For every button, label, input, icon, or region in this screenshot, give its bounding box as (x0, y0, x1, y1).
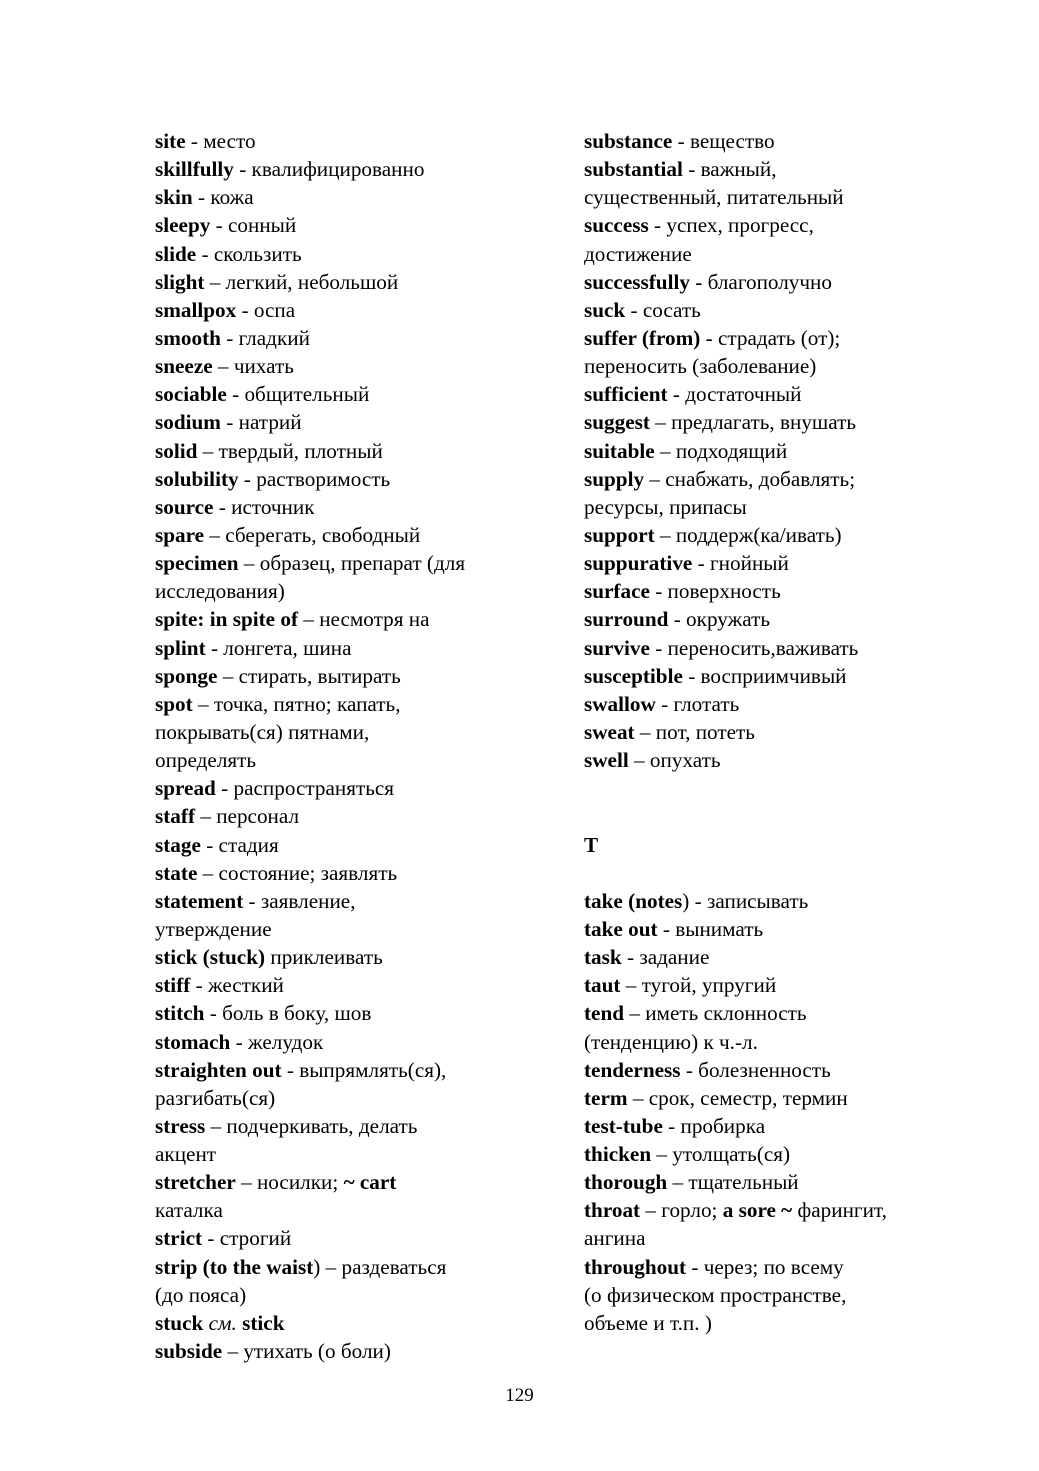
definition-text: ресурсы, припасы (584, 494, 747, 519)
definition-text: - лонгета, шина (205, 635, 352, 660)
dictionary-line (155, 859, 545, 887)
dictionary-line (155, 746, 545, 774)
dictionary-line (584, 1253, 964, 1281)
definition-text: - стадия (200, 832, 279, 857)
definition-text: - достаточный (667, 382, 802, 407)
dictionary-line (155, 831, 545, 859)
headword: T (584, 832, 599, 857)
definition-text: - гнойный (692, 551, 789, 576)
dictionary-line (155, 437, 545, 465)
definition-text: исследования) (155, 579, 285, 604)
headword: swallow (584, 691, 656, 716)
dictionary-line (155, 662, 545, 690)
definition-text: - распространяться (215, 776, 395, 801)
definition-text: - строгий (202, 1226, 292, 1251)
blank-line (584, 774, 964, 802)
definition-text: - натрий (220, 410, 302, 435)
dictionary-line (155, 1281, 545, 1309)
dictionary-line (584, 662, 964, 690)
headword: slight (155, 269, 205, 294)
dictionary-line (584, 718, 964, 746)
definition-text: - через; по всему (686, 1254, 844, 1279)
definition-text: – тугой, упругий (620, 973, 777, 998)
headword: stretcher (155, 1170, 236, 1195)
definition-text: - сосать (625, 297, 701, 322)
headword: stiff (155, 973, 191, 998)
definition-text: - квалифицированно (233, 157, 425, 182)
headword: suck (584, 297, 626, 322)
dictionary-line (155, 887, 545, 915)
headword: suppurative (584, 551, 693, 576)
dictionary-line (584, 380, 964, 408)
definition-text: - переносить,важивать (649, 635, 859, 660)
headword: strip (to the waist (155, 1254, 314, 1279)
headword: sufficient (584, 382, 668, 407)
dictionary-line (584, 549, 964, 577)
headword: sleepy (155, 213, 211, 238)
dictionary-line (155, 1056, 545, 1084)
headword: successfully (584, 269, 690, 294)
dictionary-line (155, 999, 545, 1027)
dictionary-line (155, 718, 545, 746)
headword: substance (584, 129, 673, 153)
headword: stress (155, 1113, 206, 1138)
dictionary-line (584, 155, 964, 183)
headword: throughout (584, 1254, 687, 1279)
definition-text: – состояние; заявлять (197, 860, 398, 885)
dictionary-line (155, 268, 545, 296)
dictionary-line (155, 634, 545, 662)
dictionary-line (155, 493, 545, 521)
dictionary-line (155, 802, 545, 830)
headword: sociable (155, 382, 227, 407)
definition-text: - кожа (192, 185, 254, 210)
definition-text: - поверхность (649, 579, 781, 604)
dictionary-line (584, 1140, 964, 1168)
definition-text: - гладкий (220, 325, 310, 350)
definition-text: (о физическом пространстве, (584, 1282, 847, 1307)
dictionary-line (155, 183, 545, 211)
dictionary-line (155, 943, 545, 971)
dictionary-line (584, 746, 964, 774)
definition-text: – утолщать(ся) (651, 1142, 791, 1167)
definition-text: – носилки; (235, 1170, 344, 1195)
definition-text: - желудок (230, 1029, 324, 1054)
headword: ~ cart (343, 1170, 397, 1195)
dictionary-line (155, 1309, 545, 1337)
headword: take (notes (584, 888, 683, 913)
dictionary-line (584, 465, 964, 493)
definition-text: - источник (213, 494, 315, 519)
headword: spite: in spite of (155, 607, 299, 632)
definition-text: - общительный (226, 382, 370, 407)
headword: sweat (584, 719, 635, 744)
dictionary-line (584, 352, 964, 380)
dictionary-line (155, 1337, 545, 1365)
dictionary-line (584, 1309, 964, 1337)
headword: specimen (155, 551, 239, 576)
definition-text: – точка, пятно; капать, (192, 691, 401, 716)
headword: source (155, 494, 214, 519)
definition-text: – несмотря на (298, 607, 430, 632)
dictionary-line (155, 127, 545, 155)
definition-text: - глотать (655, 691, 740, 716)
dictionary-line (584, 268, 964, 296)
dictionary-line (584, 971, 964, 999)
dictionary-line (584, 240, 964, 268)
definition-text: – пот, потеть (634, 719, 755, 744)
headword: state (155, 860, 198, 885)
headword: task (584, 945, 622, 970)
headword: solubility (155, 466, 239, 491)
headword: stomach (155, 1029, 231, 1054)
definition-text: фарингит, (792, 1198, 887, 1223)
definition-text: объеме и т.п. ) (584, 1310, 712, 1335)
dictionary-line (584, 324, 964, 352)
definition-text: - растворимость (238, 466, 391, 491)
definition-text: – снабжать, добавлять; (644, 466, 856, 491)
headword: sodium (155, 410, 221, 435)
dictionary-line (584, 1168, 964, 1196)
dictionary-line (584, 577, 964, 605)
reference-note: см. (208, 1310, 237, 1335)
definition-text: - окружать (668, 607, 770, 632)
definition-text: покрывать(ся) пятнами, (155, 719, 370, 744)
dictionary-line (584, 1196, 964, 1224)
headword: slide (155, 241, 197, 266)
headword: tenderness (584, 1057, 681, 1082)
definition-text: – стирать, вытирать (217, 663, 401, 688)
definition-text: – персонал (195, 804, 300, 829)
dictionary-line (584, 521, 964, 549)
definition-text: ) – раздеваться (313, 1254, 447, 1279)
definition-text: – утихать (о боли) (222, 1339, 391, 1364)
definition-text: - вещество (672, 129, 775, 153)
headword: surround (584, 607, 669, 632)
definition-text: – предлагать, внушать (649, 410, 857, 435)
definition-text: каталка (155, 1198, 223, 1223)
dictionary-line (155, 1196, 545, 1224)
headword: susceptible (584, 663, 683, 688)
headword: smallpox (155, 297, 237, 322)
headword: thicken (584, 1142, 652, 1167)
headword: throat (584, 1198, 641, 1223)
definition-text: (тенденцию) к ч.-л. (584, 1029, 758, 1054)
dictionary-line (155, 211, 545, 239)
headword: sponge (155, 663, 218, 688)
dictionary-line (155, 296, 545, 324)
definition-text: – срок, семестр, термин (627, 1085, 848, 1110)
headword: surface (584, 579, 650, 604)
definition-text: – подчеркивать, делать (205, 1113, 418, 1138)
headword: solid (155, 438, 198, 463)
definition-text: – опухать (628, 748, 721, 773)
dictionary-line (155, 1112, 545, 1140)
dictionary-line (155, 1224, 545, 1252)
page-number: 129 (505, 1385, 534, 1406)
definition-text: - место (185, 129, 256, 153)
definition-text: ангина (584, 1226, 646, 1251)
definition-text: акцент (155, 1142, 217, 1167)
dictionary-line (584, 127, 964, 155)
definition-text: - важный, (682, 157, 777, 182)
dictionary-line (155, 352, 545, 380)
blank-line (584, 859, 964, 887)
headword: tend (584, 1001, 625, 1026)
definition-text: достижение (584, 241, 692, 266)
dictionary-line (155, 1084, 545, 1112)
definition-text: – иметь склонность (624, 1001, 807, 1026)
definition-text: - вынимать (657, 916, 764, 941)
headword: support (584, 522, 655, 547)
left-column (155, 127, 545, 1365)
headword: suggest (584, 410, 650, 435)
dictionary-line (155, 1168, 545, 1196)
definition-text: – поддерж(ка/ивать) (654, 522, 842, 547)
headword: skillfully (155, 157, 234, 182)
dictionary-line (584, 634, 964, 662)
headword: stage (155, 832, 201, 857)
headword: supply (584, 466, 645, 491)
dictionary-line (155, 549, 545, 577)
dictionary-line (155, 605, 545, 633)
headword: suitable (584, 438, 655, 463)
definition-text: – подходящий (654, 438, 788, 463)
dictionary-line (155, 1140, 545, 1168)
headword: test-tube (584, 1113, 663, 1138)
definition-text: ) - записывать (682, 888, 809, 913)
definition-text: - боль в боку, шов (204, 1001, 372, 1026)
definition-text: переносить (заболевание) (584, 354, 817, 379)
headword: site (155, 129, 186, 153)
dictionary-line (155, 1253, 545, 1281)
headword: success (584, 213, 649, 238)
headword: straighten out (155, 1057, 282, 1082)
headword: swell (584, 748, 629, 773)
definition-text: - болезненность (680, 1057, 831, 1082)
dictionary-line (584, 211, 964, 239)
dictionary-line (584, 831, 964, 859)
headword: spare (155, 522, 205, 547)
headword: a sore ~ (722, 1198, 793, 1223)
headword: thorough (584, 1170, 668, 1195)
definition-text: - сонный (210, 213, 297, 238)
headword: statement (155, 888, 244, 913)
dictionary-line (584, 887, 964, 915)
dictionary-line (155, 408, 545, 436)
definition-text: - восприимчивый (682, 663, 847, 688)
dictionary-line (155, 240, 545, 268)
headword: sneeze (155, 354, 213, 379)
dictionary-line (584, 408, 964, 436)
dictionary-line (584, 296, 964, 324)
definition-text: – сберегать, свободный (204, 522, 421, 547)
definition-text: - выпрямлять(ся), (281, 1057, 447, 1082)
headword: splint (155, 635, 206, 660)
definition-text: разгибать(ся) (155, 1085, 276, 1110)
dictionary-line (584, 437, 964, 465)
dictionary-line (584, 999, 964, 1027)
definition-text: - оспа (236, 297, 296, 322)
blank-line (584, 802, 964, 830)
dictionary-line (584, 1028, 964, 1056)
headword: spread (155, 776, 216, 801)
dictionary-line (155, 1028, 545, 1056)
dictionary-line (584, 605, 964, 633)
definition-text: - задание (621, 945, 710, 970)
headword: taut (584, 973, 621, 998)
headword: stuck (155, 1310, 204, 1335)
dictionary-line (155, 774, 545, 802)
dictionary-line (155, 465, 545, 493)
dictionary-line (584, 1112, 964, 1140)
headword: term (584, 1085, 628, 1110)
definition-text: – твердый, плотный (197, 438, 383, 463)
dictionary-line (584, 493, 964, 521)
definition-text: - заявление, (243, 888, 356, 913)
dictionary-line (584, 1056, 964, 1084)
dictionary-line (584, 1224, 964, 1252)
definition-text: – тщательный (667, 1170, 799, 1195)
dictionary-line (155, 690, 545, 718)
definition-text: – чихать (212, 354, 294, 379)
dictionary-line (584, 183, 964, 211)
dictionary-line (584, 1084, 964, 1112)
headword: staff (155, 804, 196, 829)
definition-text: - успех, прогресс, (648, 213, 814, 238)
dictionary-line (584, 690, 964, 718)
dictionary-line (155, 521, 545, 549)
definition-text: (до пояса) (155, 1282, 247, 1307)
definition-text: – горло; (640, 1198, 723, 1223)
dictionary-line (155, 971, 545, 999)
definition-text: приклеивать (265, 945, 383, 970)
definition-text: - скользить (196, 241, 302, 266)
right-column (584, 127, 964, 1337)
dictionary-line (584, 915, 964, 943)
dictionary-line (155, 380, 545, 408)
dictionary-line (584, 1281, 964, 1309)
definition-text: – легкий, небольшой (204, 269, 399, 294)
definition-text: - пробирка (662, 1113, 766, 1138)
headword: stick (stuck) (155, 945, 266, 970)
headword: skin (155, 185, 193, 210)
definition-text: существенный, питательный (584, 185, 844, 210)
headword: smooth (155, 325, 221, 350)
dictionary-line (155, 915, 545, 943)
definition-text: определять (155, 748, 257, 773)
definition-text: - благополучно (689, 269, 832, 294)
dictionary-line (155, 324, 545, 352)
definition-text: утверждение (155, 916, 272, 941)
dictionary-line (155, 155, 545, 183)
definition-text: - страдать (от); (700, 325, 841, 350)
dictionary-line (155, 577, 545, 605)
headword: substantial (584, 157, 683, 182)
headword: stick (242, 1310, 285, 1335)
headword: stitch (155, 1001, 205, 1026)
headword: spot (155, 691, 193, 716)
headword: subside (155, 1339, 223, 1364)
headword: suffer (from) (584, 325, 701, 350)
headword: strict (155, 1226, 203, 1251)
headword: survive (584, 635, 650, 660)
headword: take out (584, 916, 658, 941)
dictionary-line (584, 943, 964, 971)
definition-text: - жесткий (190, 973, 284, 998)
definition-text: – образец, препарат (для (238, 551, 466, 576)
